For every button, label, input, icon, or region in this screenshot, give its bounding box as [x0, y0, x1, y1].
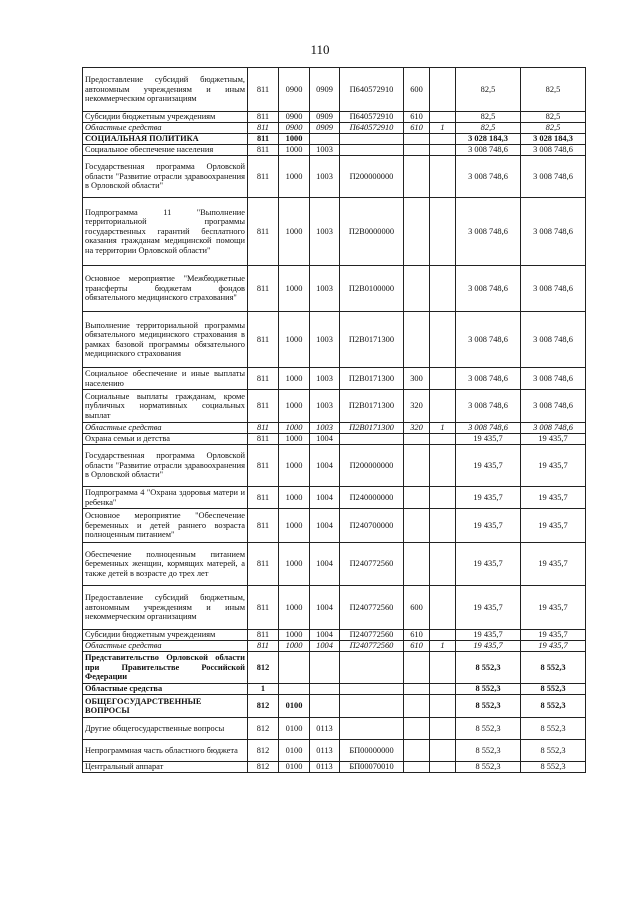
cell-amount-1: 19 435,7 — [456, 445, 521, 487]
cell-target-article: П640572910 — [340, 112, 404, 123]
page-number: 110 — [310, 42, 330, 57]
cell-name: Субсидии бюджетным учреждениям — [83, 630, 248, 641]
cell-target-article: П2В0171300 — [340, 390, 404, 423]
cell-source — [430, 390, 456, 423]
cell-amount-2: 3 008 748,6 — [521, 198, 586, 266]
cell-target-article: П2В0171300 — [340, 423, 404, 434]
cell-section-code: 1000 — [279, 423, 310, 434]
cell-section-code: 0900 — [279, 112, 310, 123]
cell-name: Представительство Орловской области при Правительстве Российской Федерации — [83, 652, 248, 684]
cell-amount-2: 19 435,7 — [521, 445, 586, 487]
cell-name: ОБЩЕГОСУДАРСТВЕННЫЕ ВОПРОСЫ — [83, 695, 248, 718]
cell-subsection-code: 1004 — [310, 586, 340, 630]
table-row — [83, 630, 586, 641]
cell-amount-2: 3 008 748,6 — [521, 266, 586, 312]
table-row — [83, 112, 586, 123]
cell-source — [430, 68, 456, 112]
cell-amount-2: 19 435,7 — [521, 630, 586, 641]
cell-section-code: 1000 — [279, 312, 310, 368]
cell-subsection-code: 1003 — [310, 198, 340, 266]
cell-subsection-code: 1004 — [310, 543, 340, 586]
cell-name: Подпрограмма 11 "Выполнение территориальной программы государственных гарантий бесплатного оказания гражданам медицинской помощи на территории Орловской области" — [83, 198, 248, 266]
cell-expense-type — [404, 145, 430, 156]
cell-source — [430, 266, 456, 312]
cell-expense-type: 320 — [404, 423, 430, 434]
cell-expense-type: 320 — [404, 390, 430, 423]
cell-amount-1: 8 552,3 — [456, 684, 521, 695]
cell-target-article: П240000000 — [340, 487, 404, 509]
cell-amount-1: 19 435,7 — [456, 487, 521, 509]
cell-name: СОЦИАЛЬНАЯ ПОЛИТИКА — [83, 134, 248, 145]
cell-amount-1: 19 435,7 — [456, 434, 521, 445]
cell-admin-code: 811 — [248, 312, 279, 368]
cell-target-article: П240772560 — [340, 543, 404, 586]
cell-admin-code: 811 — [248, 423, 279, 434]
cell-target-article: П2В0100000 — [340, 266, 404, 312]
cell-subsection-code: 0909 — [310, 68, 340, 112]
cell-amount-1: 8 552,3 — [456, 718, 521, 740]
cell-amount-1: 3 008 748,6 — [456, 368, 521, 390]
cell-section-code: 0100 — [279, 740, 310, 762]
cell-admin-code: 811 — [248, 145, 279, 156]
cell-admin-code: 811 — [248, 368, 279, 390]
cell-section-code: 0900 — [279, 68, 310, 112]
cell-admin-code: 811 — [248, 434, 279, 445]
cell-section-code: 0100 — [279, 762, 310, 773]
cell-target-article: П240772560 — [340, 630, 404, 641]
cell-target-article: П2В0000000 — [340, 198, 404, 266]
cell-source — [430, 156, 456, 198]
cell-subsection-code: 1004 — [310, 434, 340, 445]
cell-amount-1: 19 435,7 — [456, 509, 521, 543]
cell-target-article: П240772560 — [340, 586, 404, 630]
cell-amount-2: 8 552,3 — [521, 652, 586, 684]
cell-target-article — [340, 145, 404, 156]
cell-amount-1: 3 008 748,6 — [456, 198, 521, 266]
cell-subsection-code: 1004 — [310, 487, 340, 509]
cell-expense-type — [404, 198, 430, 266]
cell-expense-type: 300 — [404, 368, 430, 390]
cell-expense-type — [404, 652, 430, 684]
cell-target-article — [340, 652, 404, 684]
cell-source — [430, 586, 456, 630]
cell-expense-type — [404, 509, 430, 543]
cell-source — [430, 695, 456, 718]
cell-expense-type — [404, 134, 430, 145]
cell-name: Областные средства — [83, 641, 248, 652]
cell-expense-type: 610 — [404, 112, 430, 123]
cell-amount-1: 3 008 748,6 — [456, 390, 521, 423]
cell-expense-type — [404, 684, 430, 695]
table-row — [83, 641, 586, 652]
cell-amount-2: 82,5 — [521, 112, 586, 123]
cell-admin-code: 812 — [248, 762, 279, 773]
cell-subsection-code: 1003 — [310, 266, 340, 312]
cell-source — [430, 487, 456, 509]
cell-admin-code: 812 — [248, 652, 279, 684]
cell-admin-code: 811 — [248, 112, 279, 123]
budget-table — [82, 67, 586, 773]
cell-source — [430, 740, 456, 762]
table-row — [83, 445, 586, 487]
cell-name: Непрограммная часть областного бюджета — [83, 740, 248, 762]
cell-target-article — [340, 134, 404, 145]
cell-section-code: 0900 — [279, 123, 310, 134]
cell-name: Охрана семьи и детства — [83, 434, 248, 445]
cell-section-code: 1000 — [279, 134, 310, 145]
cell-section-code: 1000 — [279, 487, 310, 509]
cell-source — [430, 509, 456, 543]
cell-source — [430, 762, 456, 773]
cell-amount-2: 3 008 748,6 — [521, 390, 586, 423]
cell-subsection-code: 1003 — [310, 145, 340, 156]
cell-target-article: П200000000 — [340, 445, 404, 487]
cell-expense-type — [404, 156, 430, 198]
cell-subsection-code: 1003 — [310, 312, 340, 368]
cell-name: Выполнение территориальной программы обязательного медицинского страхования в рамках базовой программы обязательного медицинского страхования — [83, 312, 248, 368]
cell-admin-code: 811 — [248, 586, 279, 630]
cell-target-article — [340, 434, 404, 445]
table-row — [83, 156, 586, 198]
table-row — [83, 543, 586, 586]
cell-amount-2: 8 552,3 — [521, 684, 586, 695]
cell-expense-type — [404, 312, 430, 368]
cell-source — [430, 630, 456, 641]
table-row — [83, 145, 586, 156]
cell-name: Областные средства — [83, 423, 248, 434]
cell-amount-2: 19 435,7 — [521, 641, 586, 652]
cell-section-code: 1000 — [279, 145, 310, 156]
cell-amount-2: 19 435,7 — [521, 487, 586, 509]
cell-target-article: П640572910 — [340, 123, 404, 134]
cell-subsection-code: 0909 — [310, 112, 340, 123]
cell-amount-1: 3 008 748,6 — [456, 145, 521, 156]
cell-amount-1: 19 435,7 — [456, 641, 521, 652]
cell-expense-type — [404, 487, 430, 509]
cell-amount-2: 8 552,3 — [521, 762, 586, 773]
cell-amount-1: 3 008 748,6 — [456, 423, 521, 434]
table-row — [83, 312, 586, 368]
table-row — [83, 368, 586, 390]
cell-source — [430, 434, 456, 445]
cell-admin-code: 811 — [248, 134, 279, 145]
cell-target-article — [340, 718, 404, 740]
cell-amount-2: 82,5 — [521, 68, 586, 112]
cell-name: Основное мероприятие "Межбюджетные трансферты бюджетам фондов обязательного медицинского страхования" — [83, 266, 248, 312]
table-row — [83, 586, 586, 630]
cell-name: Центральный аппарат — [83, 762, 248, 773]
cell-name: Областные средства — [83, 684, 248, 695]
cell-section-code: 1000 — [279, 198, 310, 266]
cell-section-code: 1000 — [279, 445, 310, 487]
cell-admin-code: 811 — [248, 156, 279, 198]
cell-name: Субсидии бюджетным учреждениям — [83, 112, 248, 123]
cell-amount-1: 3 008 748,6 — [456, 156, 521, 198]
cell-admin-code: 811 — [248, 487, 279, 509]
table-row — [83, 695, 586, 718]
cell-subsection-code — [310, 684, 340, 695]
cell-amount-1: 3 008 748,6 — [456, 266, 521, 312]
cell-section-code: 0100 — [279, 718, 310, 740]
cell-source — [430, 112, 456, 123]
cell-section-code: 1000 — [279, 630, 310, 641]
cell-source — [430, 145, 456, 156]
cell-expense-type: 610 — [404, 123, 430, 134]
cell-amount-2: 19 435,7 — [521, 586, 586, 630]
cell-subsection-code — [310, 695, 340, 718]
cell-amount-1: 19 435,7 — [456, 586, 521, 630]
cell-amount-1: 3 008 748,6 — [456, 312, 521, 368]
cell-admin-code: 811 — [248, 641, 279, 652]
cell-expense-type — [404, 434, 430, 445]
budget-table-body — [83, 68, 586, 773]
cell-expense-type — [404, 762, 430, 773]
cell-source — [430, 652, 456, 684]
cell-amount-1: 8 552,3 — [456, 762, 521, 773]
cell-source — [430, 198, 456, 266]
table-row — [83, 509, 586, 543]
cell-admin-code: 811 — [248, 266, 279, 312]
cell-name: Основное мероприятие "Обеспечение беременных и детей раннего возраста полноценным питанием" — [83, 509, 248, 543]
cell-section-code: 1000 — [279, 266, 310, 312]
table-row — [83, 123, 586, 134]
cell-amount-2: 8 552,3 — [521, 740, 586, 762]
cell-name: Предоставление субсидий бюджетным, автономным учреждениям и иным некоммерческим организациям — [83, 68, 248, 112]
cell-source — [430, 718, 456, 740]
table-row — [83, 134, 586, 145]
cell-expense-type — [404, 718, 430, 740]
cell-target-article: П240700000 — [340, 509, 404, 543]
cell-admin-code: 811 — [248, 198, 279, 266]
table-row — [83, 68, 586, 112]
table-row — [83, 684, 586, 695]
cell-source: 1 — [430, 123, 456, 134]
cell-subsection-code: 0113 — [310, 740, 340, 762]
cell-name: Обеспечение полноценным питанием беременных женщин, кормящих матерей, а также детей в возрасте до трех лет — [83, 543, 248, 586]
cell-admin-code: 812 — [248, 740, 279, 762]
cell-subsection-code: 0113 — [310, 718, 340, 740]
cell-expense-type: 600 — [404, 68, 430, 112]
cell-name: Предоставление субсидий бюджетным, автономным учреждениям и иным некоммерческим организациям — [83, 586, 248, 630]
cell-admin-code: 811 — [248, 630, 279, 641]
cell-section-code: 1000 — [279, 368, 310, 390]
cell-section-code — [279, 684, 310, 695]
cell-subsection-code: 1004 — [310, 509, 340, 543]
table-row — [83, 390, 586, 423]
cell-section-code: 1000 — [279, 641, 310, 652]
cell-amount-1: 82,5 — [456, 112, 521, 123]
cell-section-code: 0100 — [279, 695, 310, 718]
cell-amount-2: 19 435,7 — [521, 434, 586, 445]
cell-amount-1: 82,5 — [456, 68, 521, 112]
cell-section-code — [279, 652, 310, 684]
cell-source — [430, 368, 456, 390]
cell-amount-1: 8 552,3 — [456, 652, 521, 684]
cell-section-code: 1000 — [279, 509, 310, 543]
table-row — [83, 487, 586, 509]
table-row — [83, 652, 586, 684]
cell-amount-2: 19 435,7 — [521, 543, 586, 586]
table-row — [83, 740, 586, 762]
cell-name: Социальное обеспечение и иные выплаты населению — [83, 368, 248, 390]
cell-name: Государственная программа Орловской области "Развитие отрасли здравоохранения в Орловской области" — [83, 156, 248, 198]
cell-subsection-code — [310, 134, 340, 145]
cell-subsection-code: 1004 — [310, 641, 340, 652]
cell-subsection-code — [310, 652, 340, 684]
table-row — [83, 423, 586, 434]
cell-admin-code: 812 — [248, 718, 279, 740]
cell-amount-2: 3 008 748,6 — [521, 423, 586, 434]
cell-name: Социальное обеспечение населения — [83, 145, 248, 156]
cell-expense-type: 600 — [404, 586, 430, 630]
cell-amount-1: 82,5 — [456, 123, 521, 134]
cell-subsection-code: 1003 — [310, 390, 340, 423]
cell-amount-2: 8 552,3 — [521, 695, 586, 718]
cell-expense-type: 610 — [404, 641, 430, 652]
cell-admin-code: 1 — [248, 684, 279, 695]
cell-subsection-code: 1003 — [310, 368, 340, 390]
cell-source: 1 — [430, 423, 456, 434]
cell-amount-1: 19 435,7 — [456, 543, 521, 586]
cell-admin-code: 811 — [248, 123, 279, 134]
cell-amount-2: 19 435,7 — [521, 509, 586, 543]
cell-amount-2: 3 008 748,6 — [521, 145, 586, 156]
cell-subsection-code: 1003 — [310, 423, 340, 434]
cell-target-article — [340, 695, 404, 718]
cell-target-article — [340, 684, 404, 695]
cell-subsection-code: 0113 — [310, 762, 340, 773]
cell-admin-code: 811 — [248, 509, 279, 543]
cell-admin-code: 811 — [248, 68, 279, 112]
cell-expense-type — [404, 740, 430, 762]
cell-amount-2: 3 008 748,6 — [521, 156, 586, 198]
cell-expense-type — [404, 695, 430, 718]
cell-target-article: П640572910 — [340, 68, 404, 112]
table-row — [83, 198, 586, 266]
cell-amount-1: 8 552,3 — [456, 695, 521, 718]
cell-amount-2: 3 008 748,6 — [521, 368, 586, 390]
cell-expense-type — [404, 266, 430, 312]
table-row — [83, 718, 586, 740]
cell-source — [430, 543, 456, 586]
cell-section-code: 1000 — [279, 156, 310, 198]
table-row — [83, 762, 586, 773]
cell-target-article: БП00070010 — [340, 762, 404, 773]
cell-amount-2: 3 028 184,3 — [521, 134, 586, 145]
cell-target-article: П2В0171300 — [340, 312, 404, 368]
cell-subsection-code: 1003 — [310, 156, 340, 198]
cell-subsection-code: 0909 — [310, 123, 340, 134]
table-row — [83, 266, 586, 312]
cell-target-article: БП00000000 — [340, 740, 404, 762]
cell-source — [430, 312, 456, 368]
cell-admin-code: 811 — [248, 390, 279, 423]
cell-subsection-code: 1004 — [310, 630, 340, 641]
cell-amount-2: 8 552,3 — [521, 718, 586, 740]
cell-amount-2: 3 008 748,6 — [521, 312, 586, 368]
cell-expense-type — [404, 445, 430, 487]
table-row — [83, 434, 586, 445]
cell-expense-type — [404, 543, 430, 586]
cell-name: Подпрограмма 4 "Охрана здоровья матери и ребенка" — [83, 487, 248, 509]
cell-target-article: П240772560 — [340, 641, 404, 652]
cell-section-code: 1000 — [279, 390, 310, 423]
cell-subsection-code: 1004 — [310, 445, 340, 487]
cell-expense-type: 610 — [404, 630, 430, 641]
cell-admin-code: 812 — [248, 695, 279, 718]
cell-name: Социальные выплаты гражданам, кроме публичных нормативных социальных выплат — [83, 390, 248, 423]
cell-amount-1: 19 435,7 — [456, 630, 521, 641]
cell-source: 1 — [430, 641, 456, 652]
cell-source — [430, 134, 456, 145]
cell-source — [430, 445, 456, 487]
cell-target-article: П2В0171300 — [340, 368, 404, 390]
cell-name: Другие общегосударственные вопросы — [83, 718, 248, 740]
cell-name: Государственная программа Орловской области "Развитие отрасли здравоохранения в Орловской области" — [83, 445, 248, 487]
cell-section-code: 1000 — [279, 543, 310, 586]
cell-section-code: 1000 — [279, 434, 310, 445]
cell-admin-code: 811 — [248, 445, 279, 487]
cell-name: Областные средства — [83, 123, 248, 134]
cell-section-code: 1000 — [279, 586, 310, 630]
cell-amount-1: 3 028 184,3 — [456, 134, 521, 145]
cell-amount-1: 8 552,3 — [456, 740, 521, 762]
cell-target-article: П200000000 — [340, 156, 404, 198]
cell-amount-2: 82,5 — [521, 123, 586, 134]
cell-admin-code: 811 — [248, 543, 279, 586]
cell-source — [430, 684, 456, 695]
